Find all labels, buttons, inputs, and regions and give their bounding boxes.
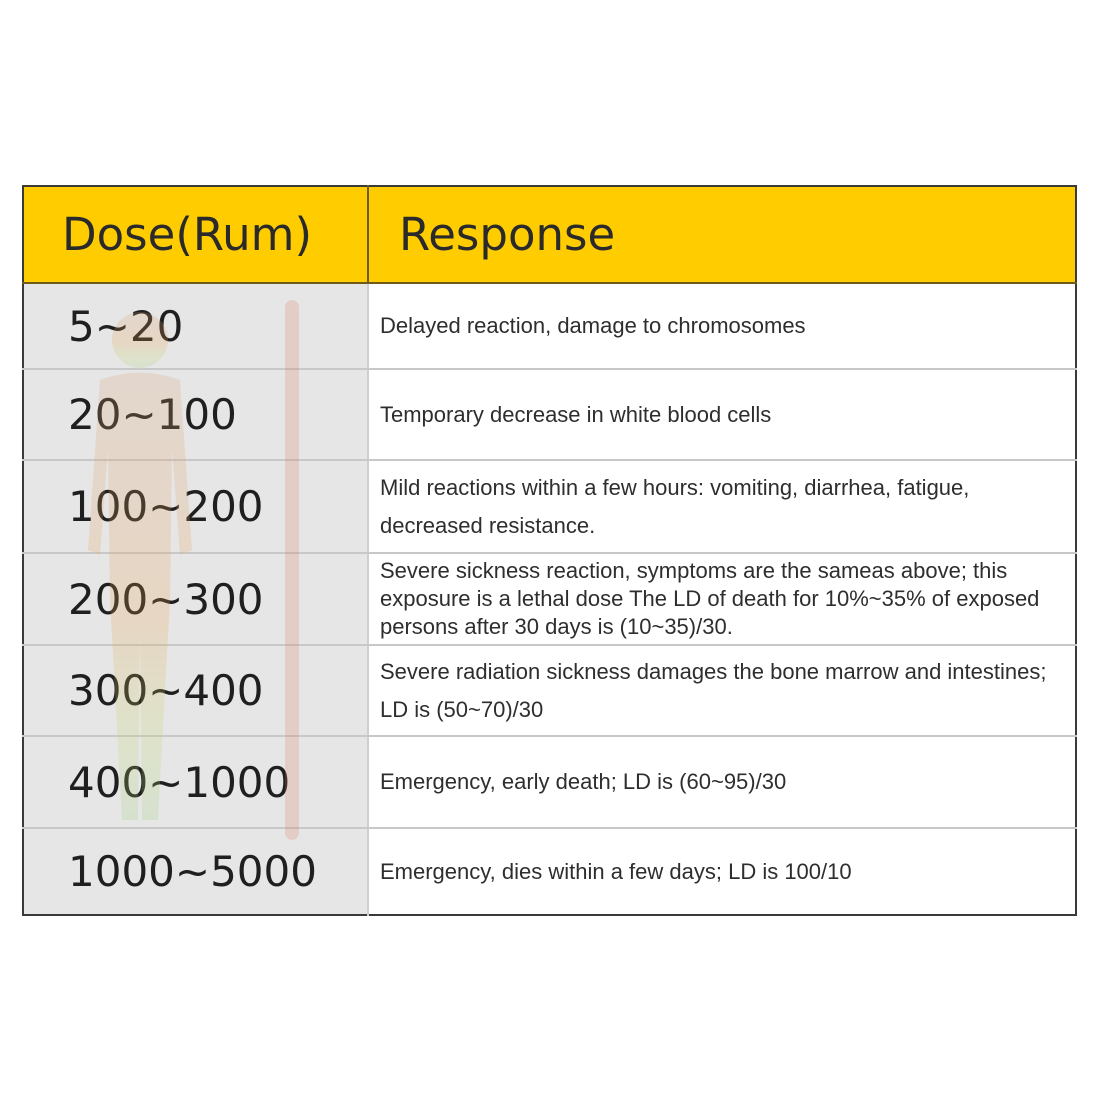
response-cell: Emergency, dies within a few days; LD is 100/10 bbox=[368, 828, 1076, 915]
table-body bbox=[23, 283, 1076, 915]
response-cell: Emergency, early death; LD is (60~95)/30 bbox=[368, 736, 1076, 828]
table-row bbox=[23, 460, 1076, 553]
table-row bbox=[23, 283, 1076, 369]
dose-cell: 1000~5000 bbox=[23, 828, 368, 915]
table-row bbox=[23, 736, 1076, 828]
dose-response-table bbox=[22, 185, 1077, 916]
dose-cell: 100~200 bbox=[23, 460, 368, 553]
table-row bbox=[23, 828, 1076, 915]
dose-cell: 20~100 bbox=[23, 369, 368, 460]
response-cell: Mild reactions within a few hours: vomiting, diarrhea, fatigue, decreased resistance. bbox=[368, 460, 1076, 553]
dose-cell: 400~1000 bbox=[23, 736, 368, 828]
dose-cell: 5~20 bbox=[23, 283, 368, 369]
table-row bbox=[23, 369, 1076, 460]
response-cell: Temporary decrease in white blood cells bbox=[368, 369, 1076, 460]
table-row bbox=[23, 645, 1076, 736]
response-column-header: Response bbox=[368, 186, 1076, 283]
dose-column-header: Dose(Rum) bbox=[23, 186, 368, 283]
header-row bbox=[23, 186, 1076, 283]
table-header bbox=[23, 186, 1076, 283]
response-cell: Delayed reaction, damage to chromosomes bbox=[368, 283, 1076, 369]
response-cell: Severe radiation sickness damages the bone marrow and intestines; LD is (50~70)/30 bbox=[368, 645, 1076, 736]
table-row bbox=[23, 553, 1076, 645]
response-cell: Severe sickness reaction, symptoms are the sameas above; this exposure is a lethal dose The LD of death for 10%~35% of exposed persons after 30 days is (10~35)/30. bbox=[368, 553, 1076, 645]
dose-cell: 200~300 bbox=[23, 553, 368, 645]
dose-cell: 300~400 bbox=[23, 645, 368, 736]
